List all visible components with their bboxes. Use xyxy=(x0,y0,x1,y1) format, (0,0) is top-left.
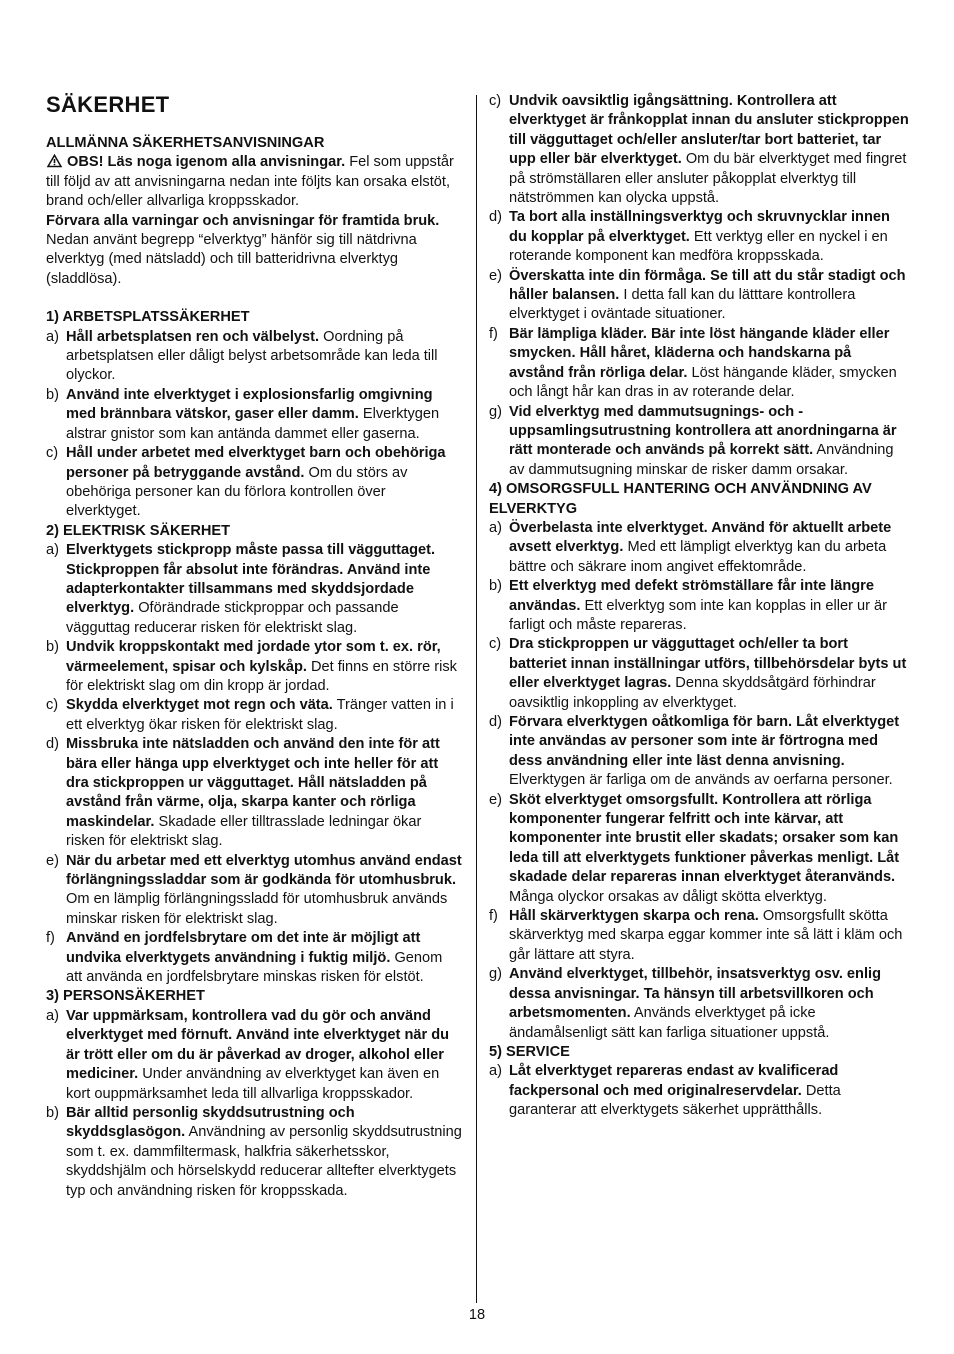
item-bold: Vid elverktyg med dammutsugnings- och -uppsamlingsutrustning kontrollera att anordningarna är rätt monterade och används på korrekt sätt. xyxy=(509,403,897,459)
list-item xyxy=(46,1007,462,1104)
list-item xyxy=(489,325,909,403)
item-letter: f) xyxy=(46,930,55,947)
item-letter: a) xyxy=(46,542,59,559)
list-item xyxy=(489,577,909,635)
general-safety-subtitle: ALLMÄNNA SÄKERHETSANVISNINGAR xyxy=(46,135,325,151)
item-body: Denna skyddsåtgärd förhindrar oavsiktlig inkoppling av elverktyget. xyxy=(509,675,876,711)
item-text xyxy=(66,386,462,444)
item-letter: b) xyxy=(46,1104,59,1121)
list-item xyxy=(46,852,462,930)
section xyxy=(489,1043,909,1121)
item-letter: f) xyxy=(489,908,498,925)
item-bold: Sköt elverktyget omsorgsfullt. Kontrollera att rörliga komponenter fungerar felfritt och inte kärvar, att komponenter inte brustit eller skadats; orsaker som kan leda till att elverktygets funktioner påverkas menligt. Låt skadade delar repareras innan elverktyget återanvänds. xyxy=(509,791,900,886)
item-letter: g) xyxy=(489,403,502,420)
item-text xyxy=(509,267,909,325)
item-letter: d) xyxy=(46,736,59,753)
personal-safety-continued xyxy=(489,92,909,480)
item-bold: Bär alltid personlig skyddsutrustning och skyddsglasögon. xyxy=(66,1104,355,1141)
item-letter: a) xyxy=(489,519,502,536)
list-item xyxy=(489,965,909,1043)
item-body: Om du störs av obehöriga personer kan du förlora kontrollen över elverktyget. xyxy=(66,464,408,520)
item-bold: När du arbetar med ett elverktyg utomhus använd endast förlängningssladdar som är godkända för utomhusbruk. xyxy=(66,852,462,889)
item-bold: Elverktygets stickpropp måste passa till vägguttaget. Stickproppen får absolut inte förändras. Använd inte adapterkontakter tillsammans med skyddsjordade elverktyg. xyxy=(66,542,436,617)
item-text xyxy=(66,638,462,696)
item-body: Löst hängande kläder, smycken och långt hår kan dras in av roterande delar. xyxy=(509,364,897,401)
item-text xyxy=(509,208,909,266)
item-letter: g) xyxy=(489,966,502,983)
section-heading: 4) OMSORGSFULL HANTERING OCH ANVÄNDNING AV ELVERKTYG xyxy=(489,481,872,517)
list-item xyxy=(489,713,909,791)
item-text xyxy=(509,403,909,481)
list-item xyxy=(46,328,462,386)
item-bold: Undvik kroppskontakt med jordade ytor som t. ex. rör, värmeelement, spisar och kylskåp. xyxy=(66,639,441,675)
item-text xyxy=(66,1007,462,1104)
item-text xyxy=(66,929,462,987)
item-body: Ett elverktyg som inte kan kopplas in eller ur är farligt och måste repareras. xyxy=(509,597,887,633)
item-body: Med ett lämpligt elverktyg kan du arbeta bättre och säkrare inom angivet effektområde. xyxy=(509,539,887,575)
item-text xyxy=(66,696,462,735)
list-item xyxy=(46,696,462,735)
item-body: Under användning av elverktyget kan även en kort ouppmärksamhet leda till allvarliga kroppsskador. xyxy=(66,1066,440,1102)
item-letter: d) xyxy=(489,714,502,730)
right-sections xyxy=(489,480,909,1120)
item-text xyxy=(509,907,909,965)
item-letter: a) xyxy=(489,1063,502,1080)
item-bold: Skydda elverktyget mot regn och väta. xyxy=(66,697,333,714)
item-letter: a) xyxy=(46,1007,59,1024)
item-bold: Använd inte elverktyget i explosionsfarlig omgivning med brännbara vätskor, gaser eller damm. xyxy=(66,386,433,423)
item-body: Elverktygen alstrar gnistor som kan antända dammet eller gaserna. xyxy=(66,406,440,442)
item-bold: Missbruka inte nätsladden och använd den inte för att bära eller hänga upp elverktyget och inte heller för att dra stickproppen ur vägguttaget. Håll nätsladden på avstånd från värme, olja, skarpa kanter och rörliga maskindelar. xyxy=(66,736,440,830)
list-item xyxy=(489,1062,909,1120)
item-body: Det finns en större risk för elektriskt slag om din kropp är jordad. xyxy=(66,658,457,694)
warning-bold: OBS! Läs noga igenom alla anvisningar. xyxy=(67,154,346,171)
item-letter: b) xyxy=(46,386,59,403)
item-text xyxy=(509,635,909,713)
item-letter: e) xyxy=(46,852,59,869)
warning-triangle-icon xyxy=(46,153,63,168)
item-bold: Använd en jordfelsbrytare om det inte är möjligt att undvika elverktygets användning i fuktig miljö. xyxy=(66,930,421,966)
item-letter: c) xyxy=(489,93,502,109)
list-item xyxy=(46,929,462,987)
item-bold: Undvik oavsiktlig igångsättning. Kontrollera att elverktyget är frånkopplat innan du ansluter stickproppen till vägguttaget och/eller ansluter/tar bort batteriet, tar upp eller bär elverktyget. xyxy=(509,93,909,168)
item-text xyxy=(66,444,462,522)
item-letter: e) xyxy=(489,267,502,284)
item-text xyxy=(66,1104,462,1201)
item-letter: e) xyxy=(489,791,502,808)
left-sections xyxy=(46,308,462,1201)
item-text xyxy=(509,1062,909,1120)
keep-instructions-bold: Förvara alla varningar och anvisningar för framtida bruk. xyxy=(46,212,440,229)
item-text xyxy=(66,852,462,930)
page-number: 18 xyxy=(468,1307,486,1323)
item-body: Elverktygen är farliga om de används av oerfarna personer. xyxy=(509,772,893,789)
section xyxy=(46,522,462,988)
item-bold: Håll under arbetet med elverktyget barn och obehöriga personer på betryggande avstånd. xyxy=(66,445,446,481)
item-text xyxy=(509,965,909,1043)
section xyxy=(46,987,462,1200)
item-text xyxy=(66,541,462,638)
list-item xyxy=(489,791,909,907)
item-letter: b) xyxy=(46,639,59,656)
item-text xyxy=(509,92,909,208)
item-body: Om du bär elverktyget med fingret på strömställaren eller ansluter påkopplat elverktyg till nätströmmen kan olycka uppstå. xyxy=(509,151,907,207)
item-text xyxy=(509,325,909,403)
item-body: Oordning på arbetsplatsen eller dåligt belyst arbetsområde kan leda till olyckor. xyxy=(66,328,438,384)
list-item xyxy=(46,541,462,638)
item-letter: c) xyxy=(46,445,59,462)
item-text xyxy=(66,735,462,851)
section xyxy=(46,308,462,521)
warning-text: Fel som uppstår till följd av att anvisningarna nedan inte följts kan orsaka elstöt, brand och/eller allvarliga kroppsskador. xyxy=(46,154,454,210)
item-letter: b) xyxy=(489,578,502,595)
item-body: I detta fall kan du lätttare kontrollera elverktyget i oväntade situationer. xyxy=(509,287,856,323)
item-bold: Håll arbetsplatsen ren och välbelyst. xyxy=(66,328,320,345)
item-text xyxy=(66,328,462,386)
item-body: Användning av dammutsugning minskar de risker damm orsakar. xyxy=(509,442,894,478)
item-text xyxy=(509,519,909,577)
item-body: Användning av personlig skyddsutrustning som t. ex. dammfiltermask, halkfria säkerhetsskor, skyddshjälm och hörselskydd reducerar alltefter elverktygets typ och användning risken för kroppsskada. xyxy=(66,1124,462,1199)
item-bold: Bär lämpliga kläder. Bär inte löst hängande kläder eller smycken. Håll håret, kläderna och handskarna på avstånd från rörliga delar. xyxy=(509,325,890,381)
section-heading: 3) PERSONSÄKERHET xyxy=(46,988,205,1005)
item-body: Genom att använda en jordfelsbrytare minskas risken för elstöt. xyxy=(66,949,443,986)
list-item xyxy=(46,444,462,522)
list-item xyxy=(489,635,909,713)
right-column xyxy=(489,92,909,1121)
section-heading: 1) ARBETSPLATSSÄKERHET xyxy=(46,309,250,326)
item-bold: Ett elverktyg med defekt strömställare får inte längre användas. xyxy=(509,578,874,614)
item-text xyxy=(509,713,909,791)
section-heading: 5) SERVICE xyxy=(489,1043,570,1060)
item-bold: Överbelasta inte elverktyget. Använd för aktuellt arbete avsett elverktyg. xyxy=(509,519,892,556)
item-body: Tränger vatten in i ett elverktyg ökar risken för elektriskt slag. xyxy=(66,697,454,733)
item-text xyxy=(509,577,909,635)
keep-instructions-text: Nedan använt begrepp “elverktyg” hänför sig till nätdrivna elverktyg (med nätsladd) och till batteridrivna elverktyg (sladdlösa). xyxy=(46,232,417,287)
list-item xyxy=(489,907,909,965)
section-heading: 2) ELEKTRISK SÄKERHET xyxy=(46,522,231,539)
item-bold: Använd elverktyget, tillbehör, insatsverktyg osv. enlig dessa anvisningar. Ta hänsyn till arbetsvillkoren och arbetsmomenten. xyxy=(509,966,881,1022)
list-item xyxy=(489,403,909,481)
item-bold: Dra stickproppen ur vägguttaget och/eller ta bort batteriet innan inställningar utförs, tillbehörsdelar byts ut eller elverktyget lagras. xyxy=(509,636,907,692)
item-letter: f) xyxy=(489,325,498,342)
page-title: SÄKERHET xyxy=(46,92,170,117)
item-bold: Överskatta inte din förmåga. Se till att du står stadigt och håller balansen. xyxy=(509,267,906,304)
item-body: Ett verktyg eller en nyckel i en roterande komponent kan medföra kroppsskada. xyxy=(509,228,888,265)
item-bold: Var uppmärksam, kontrollera vad du gör och använd elverktyget med förnuft. Använd inte elverktyget när du är trött eller om du är påverkad av droger, alkohol eller mediciner. xyxy=(66,1007,450,1083)
item-bold: Håll skärverktygen skarpa och rena. xyxy=(509,908,759,925)
item-body: Används elverktyget på icke ändamålsenligt sätt kan farliga situationer uppstå. xyxy=(509,1005,830,1041)
item-body: Detta garanterar att elverktygets säkerhet upprätthålls. xyxy=(509,1082,841,1119)
item-body: Många olyckor orsakas av dåligt skötta elverktyg. xyxy=(509,888,827,905)
item-text xyxy=(509,791,909,907)
item-letter: c) xyxy=(46,697,59,714)
item-letter: a) xyxy=(46,328,59,345)
item-bold: Låt elverktyget repareras endast av kvalificerad fackpersonal och med originalreservdelar. xyxy=(509,1063,839,1099)
item-letter: d) xyxy=(489,209,502,226)
list-item xyxy=(46,638,462,696)
intro-paragraph xyxy=(46,153,462,289)
column-divider xyxy=(476,95,477,1303)
section xyxy=(489,480,909,1043)
item-letter: c) xyxy=(489,636,502,653)
list-item xyxy=(489,267,909,325)
list-item xyxy=(46,1104,462,1201)
list-item xyxy=(46,386,462,444)
list-item xyxy=(46,735,462,851)
item-body: Omsorgsfullt skötta skärverktyg med skarpa eggar kommer inte så lätt i kläm och går lättare att styra. xyxy=(509,908,903,963)
list-item xyxy=(489,92,909,208)
list-item xyxy=(489,519,909,577)
item-bold: Ta bort alla inställningsverktyg och skruvnycklar innen du kopplar på elverktyget. xyxy=(509,209,890,245)
item-body: Oförändrade stickproppar och passande vägguttag reducerar risken för elektriskt slag. xyxy=(66,600,399,636)
list-item xyxy=(489,208,909,266)
item-bold: Förvara elverktygen oåtkomliga för barn. Låt elverktyget inte användas av personer som inte är förtrogna med dess användning eller inte läst denna anvisning. xyxy=(509,714,900,769)
left-column xyxy=(46,134,462,1201)
item-body: Skadade eller tilltrasslade ledningar ökar risken för elektriskt slag. xyxy=(66,813,422,850)
item-body: Om en lämplig förlängningssladd för utomhusbruk används minskar risken för elektriskt slag. xyxy=(66,891,448,927)
